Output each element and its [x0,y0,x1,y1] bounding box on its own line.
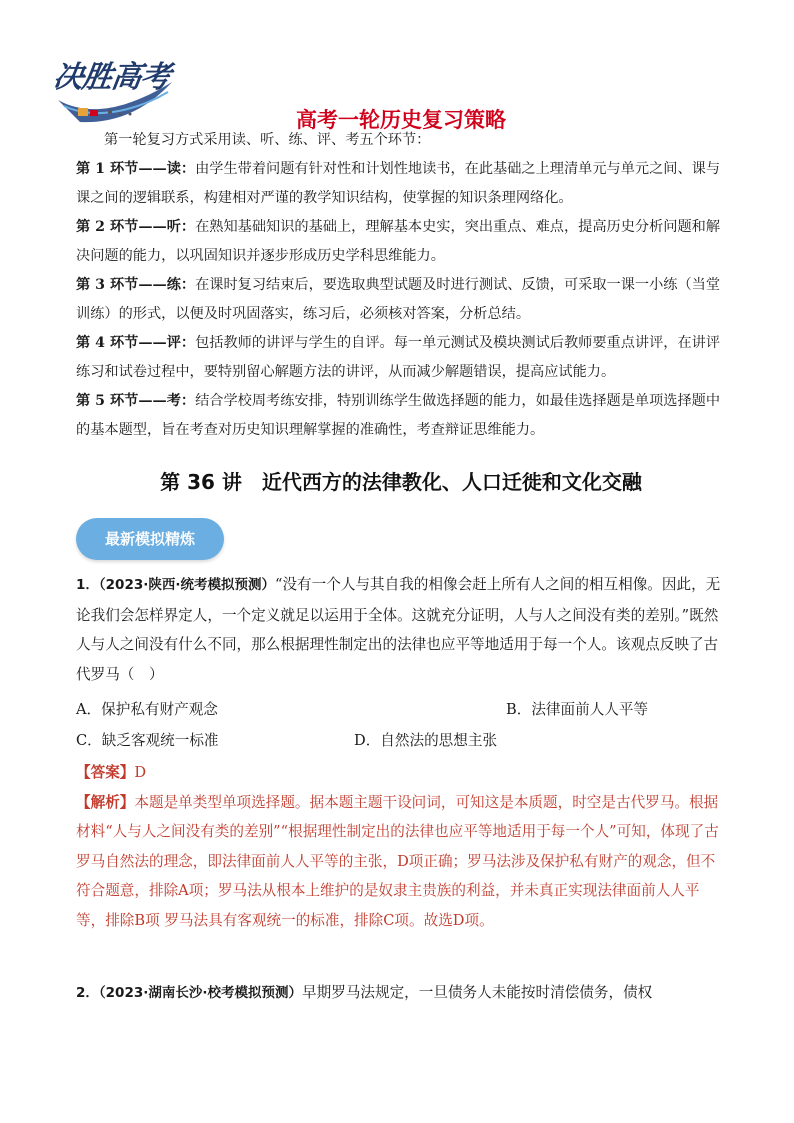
document-title: 高考一轮历史复习策略 [296,108,506,132]
analysis-text: 本题是单类型单项选择题。据本题主题干设问词，可知这是本质题，时空是古代罗马。根据材料“人与人之间没有类的差别”“根据理性制定出的法律也应平等地适用于每一个人”可知，体现了古罗马自然法的理念，即法律面前人人平等的主张，D项正确；罗马法涉及保护私有财产的观念，但不符合题意，排除A项；罗马法从根本上维护的是奴隶主贵族的利益，并未真正实现法律面前人人平等，排除B项 罗马法具有客观统一的标准，排除C项。故选D项。 [76,793,719,929]
strategy-list [76,155,724,445]
strategy-item [76,387,724,445]
answer-value: D [134,764,147,781]
question-1 [76,570,726,689]
logo-text: 决胜高考 [51,60,172,95]
question-number: 2． [76,985,99,1001]
strategy-item [76,155,724,213]
question-1-answer [76,758,726,935]
strategy-label: 第 1 环节——读： [76,161,196,177]
lesson-title: 第 36 讲 近代西方的法律教化、人口迁徙和文化交融 [160,470,642,494]
strategy-label: 第 4 环节——评： [76,335,196,351]
intro-paragraph: 第一轮复习方式采用读、听、练、评、考五个环节： [104,132,431,148]
option-a: A．保护私有财产观念 [76,701,218,718]
question-1-options [76,698,726,758]
strategy-label: 第 2 环节——听： [76,219,196,235]
answer-tag: 【答案】 [76,764,135,781]
strategy-text: 在课时复习结束后，要选取典型试题及时进行测试、反馈，可采取一课一小练（当堂训练）的形式，以便及时巩固落实，练习后，必须核对答案，分析总结。 [76,277,721,322]
strategy-item [76,213,724,271]
question-2 [76,978,726,1009]
strategy-label: 第 3 环节——练： [76,277,196,293]
question-stem: 早期罗马法规定，一旦债务人未能按时清偿债务，债权 [302,984,653,1001]
option-d: D．自然法的思想主张 [354,732,498,749]
strategy-text: 结合学校周考练安排，特别训练学生做选择题的能力，如最佳选择题是单项选择题中的基本题型，旨在考查对历史知识理解掌握的准确性，考查辩证思维能力。 [76,393,721,438]
option-c: C．缺乏客观统一标准 [76,732,219,749]
question-stem: “没有一个人与其自我的相像会赶上所有人之间的相互相像。因此，无论我们会怎样界定人，一个定义就足以运用于全体。这就充分证明，人与人之间没有类的差别。”既然人与人之间没有什么不同，那么根据理性制定出的法律也应平等地适用于每一个人。该观点反映了古代罗马（ ） [76,576,721,683]
question-source: （2023·陕西·统考模拟预测） [98,577,275,593]
question-source: （2023·湖南长沙·校考模拟预测） [98,985,302,1001]
strategy-item [76,329,724,387]
section-badge: 最新模拟精炼 [76,518,224,560]
strategy-item [76,271,724,329]
strategy-text: 包括教师的讲评与学生的自评。每一单元测试及模块测试后教师要重点讲评，在讲评练习和试卷过程中，要特别留心解题方法的讲评，从而减少解题错误，提高应试能力。 [76,335,721,380]
strategy-label: 第 5 环节——考： [76,393,196,409]
option-b: B．法律面前人人平等 [506,701,649,718]
strategy-text: 在熟知基础知识的基础上，理解基本史实，突出重点、难点，提高历史分析问题和解决问题的能力，以巩固知识并逐步形成历史学科思维能力。 [76,219,721,264]
strategy-text: 由学生带着问题有针对性和计划性地读书，在此基础之上理清单元与单元之间、课与课之间的逻辑联系，构建相对严谨的教学知识结构，使掌握的知识条理网络化。 [76,161,721,206]
analysis-tag: 【解析】 [76,793,135,811]
question-number: 1． [76,577,99,593]
